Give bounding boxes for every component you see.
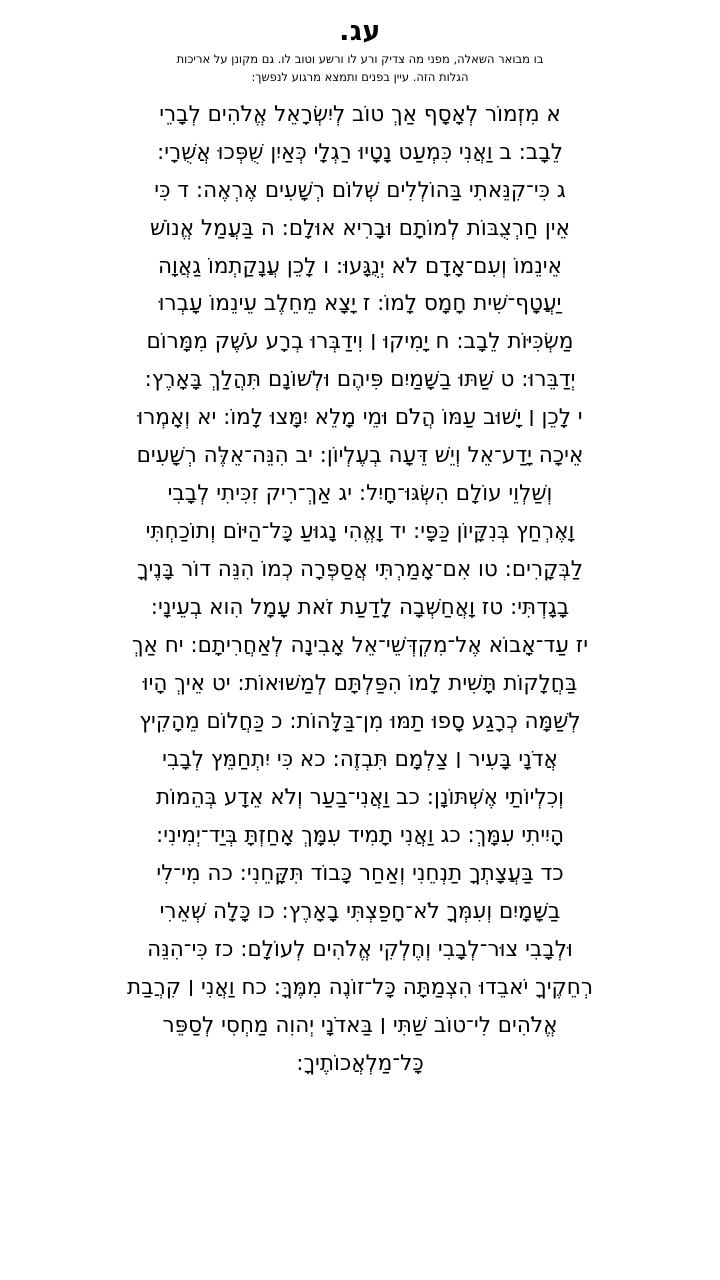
preface-line: בו מבואר השאלה, מפני מה צדיק ורע לו ורשע וטוב לו. גם מקונן על אריכות — [176, 52, 544, 66]
verse-line: לְשַׁמָּה כְרָגַע סָפוּ תַמּוּ מִן־בַּלָּהוֹת: כ כַּחֲלוֹם מֵהָקִיץ — [139, 709, 581, 735]
verse-line: אֲדֹנָי בָּעִיר ׀ צַלְמָם תִּבְזֶה: כא כִּי יִתְחַמֵּץ לְבָבִי — [162, 747, 558, 773]
verse-line: א מִזְמוֹר לְאָסָף אַךְ טוֹב לְיִשְׂרָאֵל אֱלֹהִים לְבָרֵי — [159, 101, 561, 127]
verse-line: בַּחֲלָקוֹת תָּשִׁית לָמוֹ הִפַּלְתָּם לְמַשּׁוּאוֹת: יט אֵיךְ הָיוּ — [142, 671, 578, 697]
verse-line: אֵין חַרְצֻבּוֹת לְמוֹתָם וּבָרִיא אוּלָם: ה בַּעֲמַל אֱנוֹשׁ — [150, 215, 570, 241]
verse-line: רְחֵקֶיךָ יֹאבֵדוּ הִצְמַתָּה כָּל־זוֹנֶה מִמֶּךָּ: כח וַאֲנִי ׀ קִרֲבַת — [127, 974, 593, 1000]
verse-line: אֱלֹהִים לִי־טוֹב שַׁתִּי ׀ בַּאדֹנָי יְהוִה מַחְסִי לְסַפֵּר — [162, 1012, 558, 1038]
verse-line: אֵינֵמוֹ וְעִם־אָדָם לֹא יְנֻגָּעוּ: ו לָכֵן עֲנָקַתְמוֹ גַאֲוָה — [157, 253, 562, 279]
verse-line: כד בַּעֲצָתְךָ תַנְחֵנִי וְאַחַר כָּבוֹד תִּקָּחֵנִי: כה מִי־לִי — [156, 861, 564, 886]
verse-line: יז עַד־אָבוֹא אֶל־מִקְדְּשֵׁי־אֵל אָבִינָה לְאַחֲרִיתָם: יח אַךְ — [131, 633, 589, 659]
verse-line: בָגָדְתִּי: טז וָאֲחַשְּׁבָה לָדַעַת זֹאת עָמָל הִוא בְעֵינָי: — [150, 595, 570, 621]
verse-line: י לָכֵן ׀ יָשׁוּב עַמּוֹ הֲלֹם וּמֵי מָלֵא יִמָּצוּ לָמוֹ: יא וְאָמְרוּ — [137, 405, 583, 431]
verse-line: יְדַבֵּרוּ: ט שַׁתּוּ בַשָּׁמַיִם פִּיהֶם וּלְשׁוֹנָם תִּהֲלַךְ בָּאָרֶץ: — [144, 367, 576, 393]
chapter-preface — [90, 51, 630, 87]
chapter-number: עג. — [339, 16, 381, 47]
verse-line: בַשָּׁמָיִם וְעִמְּךָ לֹא־חָפַצְתִּי בָאָרֶץ: כו כָּלָה שְׁאֵרִי — [159, 898, 561, 924]
verse-line: ג כִּי־קִנֵּאתִי בַּהוֹלְלִים שְׁלוֹם רְשָׁעִים אֶרְאֶה: ד כִּי — [154, 177, 566, 203]
preface-line: הגלות הזה. עיין בפנים ותמצא מרגוע לנפשך: — [251, 69, 469, 84]
verse-line: מַשְׂכִּיּוֹת לֵבָב: ח יָמִיקוּ ׀ וִידַבְּרוּ בְרָע עֹשֶׁק מִמָּרוֹם — [146, 329, 574, 355]
verse-line: הָיִיתִי עִמָּךְ: כג וַאֲנִי תָמִיד עִמָּךְ אָחַזְתָּ בְּיַד־יְמִינִי: — [155, 823, 565, 849]
verse-line: לַבְּקָרִים: טו אִם־אָמַרְתִּי אֲסַפְּרָה כְמוֹ הִנֵּה דוֹר בָּנֶיךָ — [136, 557, 584, 583]
verse-line: וְשַׁלְוֵי עוֹלָם הִשְׂגּוּ־חָיִל: יג אַךְ־רִיק זִכִּיתִי לְבָבִי — [167, 481, 553, 507]
verse-line: כָּל־מַלְאֲכוֹתֶיךָ: — [296, 1050, 424, 1076]
verse-line: וָאֶרְחַץ בְּנִקָּיוֹן כַּפָּי: יד וָאֱהִי נָגוּעַ כָּל־הַיּוֹם וְתוֹכַחְתִּי — [145, 519, 575, 545]
psalm-body — [18, 97, 702, 1083]
verse-line: אֵיכָה יָדַע־אֵל וְיֵשׁ דֵּעָה בְעֶלְיוֹן: יב הִנֵּה־אֵלֶּה רְשָׁעִים — [136, 443, 584, 469]
verse-line: יַעֲטָף־שִׁית חָמָס לָמוֹ: ז יָצָא מֵחֵלֶב עֵינֵמוֹ עָבְרוּ — [158, 291, 562, 317]
verse-line: וְכִלְיוֹתַי אֶשְׁתּוֹנָן: כב וַאֲנִי־בַעַר וְלֹא אֵדָע בְּהֵמוֹת — [156, 785, 564, 811]
verse-line: וּלְבָבִי צוּר־לְבָבִי וְחֶלְקִי אֱלֹהִים לְעוֹלָם: כז כִּי־הִנֵּה — [147, 936, 573, 962]
verse-line: לֵבָב: ב וַאֲנִי כִּמְעַט נָטָיוּ רַגְלָי כְּאַיִן שֻׁפְּכוּ אֲשֻׁרָי: — [157, 139, 563, 165]
